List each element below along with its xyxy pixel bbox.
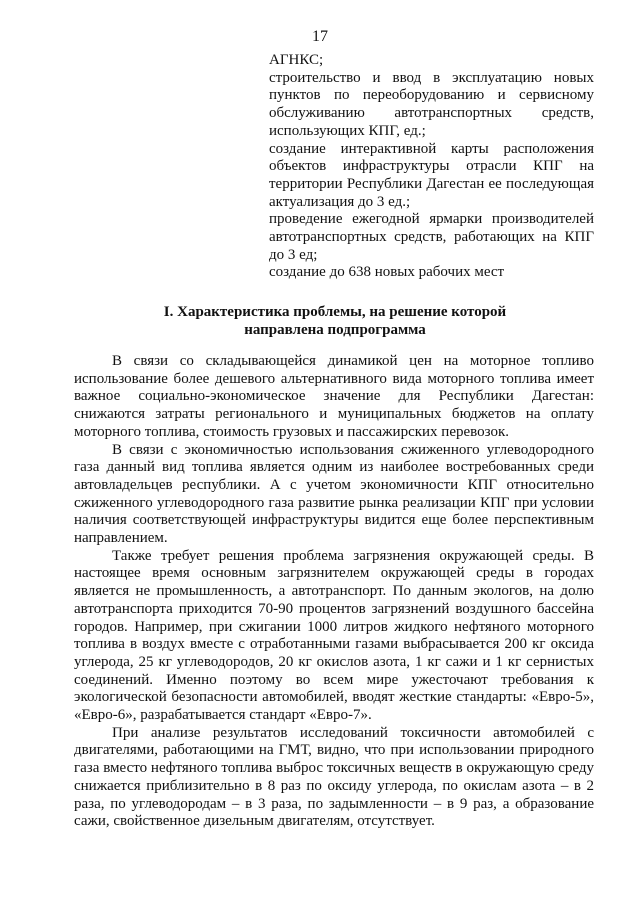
paragraph: В связи со складывающейся динамикой цен на моторное топливо использование более дешевого альтернативного вида моторного топлива имеет важное социально-экономическое значение для Республики Дагестан: снижаются затраты регионального и муниципальных бюджетов на оплату моторного топлива, стоимость грузовых и пассажирских перевозок.	[74, 353, 594, 440]
list-item: АГНКС;	[269, 52, 324, 68]
paragraph: При анализе результатов исследований токсичности автомобилей с двигателями, работающими на ГМТ, видно, что при использовании природного газа вместо нефтяного топлива выброс токсичных веществ в окружающую среду снижается приблизительно в 8 раз по оксиду углерода, по окислам азота – в 2 раза, по углеводородам – в 3 раза, по задымленности – в 9 раз, а образование сажи, свойственное дизельным двигателям, отсутствует.	[74, 724, 594, 830]
list-item: создание до 638 новых рабочих мест	[269, 264, 505, 281]
paragraph: Также требует решения проблема загрязнения окружающей среды. В настоящее время основным загрязнителем окружающей среды в городах является не промышленность, а автотранспорт. По данным экологов, на долю автотранспорта приходится 70-90 процентов загрязнений воздушного бассейна городов. Например, при сжигании 1000 литров жидкого нефтяного моторного топлива в воздух вместе с отработанными газами выбрасывается 200 кг оксида углерода, 25 кг углеводородов, 20 кг окислов азота, 1 кг сажи и 1 кг сернистых соединений. Именно поэтому во всем мире ужесточают требования к экологической безопасности автомобилей, вводят жесткие стандарты: «Евро-5», «Евро-6», разрабатывается стандарт «Евро-7».	[74, 547, 594, 724]
page-number: 17	[312, 28, 328, 45]
section-heading	[80, 303, 590, 339]
paragraph: В связи с экономичностью использования сжиженного углеводородного газа данный вид топлива является одним из наиболее востребованных среди автовладельцев республики. А с учетом экономичности КПГ относительно сжиженного углеводородного газа развитие рынка реализации КПГ при условии наличия соответствующей инфраструктуры видится еще более перспективным направлением.	[74, 441, 594, 547]
section-heading-line-2: направлена подпрограмма	[244, 322, 426, 338]
list-item: проведение ежегодной ярмарки производителей автотранспортных средств, работающих на КПГ до 3 ед;	[269, 211, 594, 263]
body-text	[74, 353, 594, 831]
list-item: создание интерактивной карты расположения объектов инфраструктуры отрасли КПГ на территории Республики Дагестан ее последующая актуализация до 3 ед.;	[269, 140, 594, 210]
indicator-list	[269, 52, 594, 282]
list-item: строительство и ввод в эксплуатацию новых пунктов по переоборудованию и сервисному обслуживанию автотранспортных средств, использующих КПГ, ед.;	[269, 69, 594, 139]
section-heading-line-1: I. Характеристика проблемы, на решение которой	[163, 304, 507, 320]
